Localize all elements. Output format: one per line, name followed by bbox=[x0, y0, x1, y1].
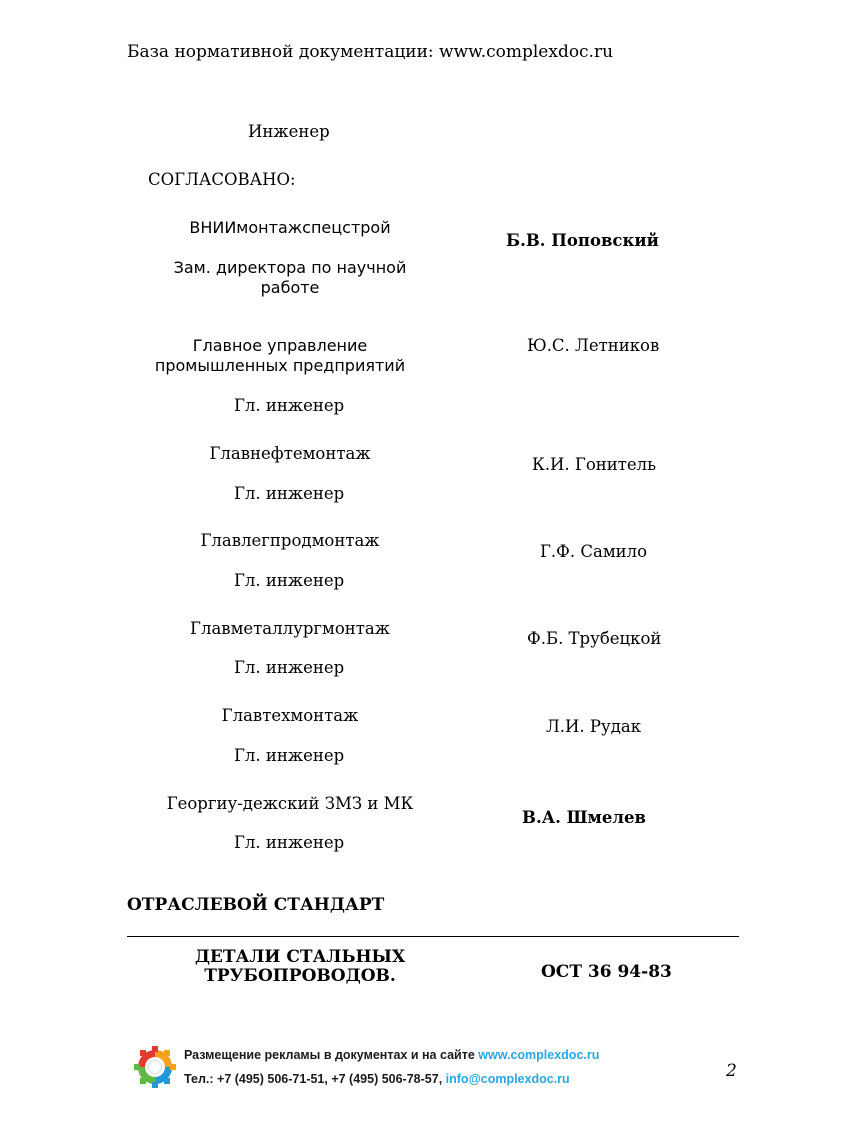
approval-position: Гл. инженер bbox=[234, 658, 345, 677]
agreed-label: СОГЛАСОВАНО: bbox=[148, 170, 296, 189]
standard-code: ОСТ 36 94-83 bbox=[541, 962, 672, 982]
gear-logo-icon bbox=[134, 1046, 176, 1088]
standard-title: ДЕТАЛИ СТАЛЬНЫХ ТРУБОПРОВОДОВ. bbox=[194, 947, 406, 986]
approval-org: ВНИИмонтажспецстрой bbox=[189, 218, 391, 237]
approval-org: Главметаллургмонтаж bbox=[190, 619, 390, 638]
approval-position: Гл. инженер bbox=[234, 396, 345, 415]
approval-name: Ф.Б. Трубецкой bbox=[527, 629, 662, 648]
approval-position: Гл. инженер bbox=[234, 746, 345, 765]
approval-position bbox=[150, 258, 430, 298]
page-number: 2 bbox=[726, 1061, 737, 1081]
page-header: База нормативной документации: www.complexdoc.ru bbox=[127, 42, 614, 62]
approval-position: Гл. инженер bbox=[234, 484, 345, 503]
approval-org: Главное управление промышленных предприятий bbox=[154, 336, 406, 375]
engineer-title: Инженер bbox=[248, 122, 330, 141]
approval-position: Гл. инженер bbox=[234, 833, 345, 852]
standard-heading: ОТРАСЛЕВОЙ СТАНДАРТ bbox=[127, 895, 385, 915]
approval-org: Георгиу-дежский ЗМЗ и МК bbox=[166, 794, 414, 813]
approval-name: Ю.С. Летников bbox=[527, 336, 660, 355]
footer-site-link[interactable]: www.complexdoc.ru bbox=[478, 1048, 600, 1062]
footer-contact-line bbox=[184, 1072, 570, 1086]
divider bbox=[127, 936, 739, 937]
approval-position-text: Зам. директора по научной работе bbox=[173, 258, 407, 297]
footer-email-link[interactable]: info@complexdoc.ru bbox=[445, 1072, 570, 1086]
footer-ad-line bbox=[184, 1048, 599, 1062]
approval-position: Гл. инженер bbox=[234, 571, 345, 590]
approval-org: Главтехмонтаж bbox=[221, 706, 359, 725]
footer-ad-text: Размещение рекламы в документах и на сайте bbox=[184, 1048, 475, 1062]
approval-name: К.И. Гонитель bbox=[532, 455, 657, 474]
approval-org: Главлегпродмонтаж bbox=[200, 531, 380, 550]
approval-org: Главнефтемонтаж bbox=[209, 444, 371, 463]
approval-name: Л.И. Рудак bbox=[546, 717, 642, 736]
approval-name: Б.В. Поповский bbox=[506, 231, 659, 250]
footer-phones: Тел.: +7 (495) 506-71-51, +7 (495) 506-78-57, bbox=[184, 1072, 443, 1086]
approval-name: В.А. Шмелев bbox=[522, 808, 646, 827]
approval-name: Г.Ф. Самило bbox=[540, 542, 648, 561]
